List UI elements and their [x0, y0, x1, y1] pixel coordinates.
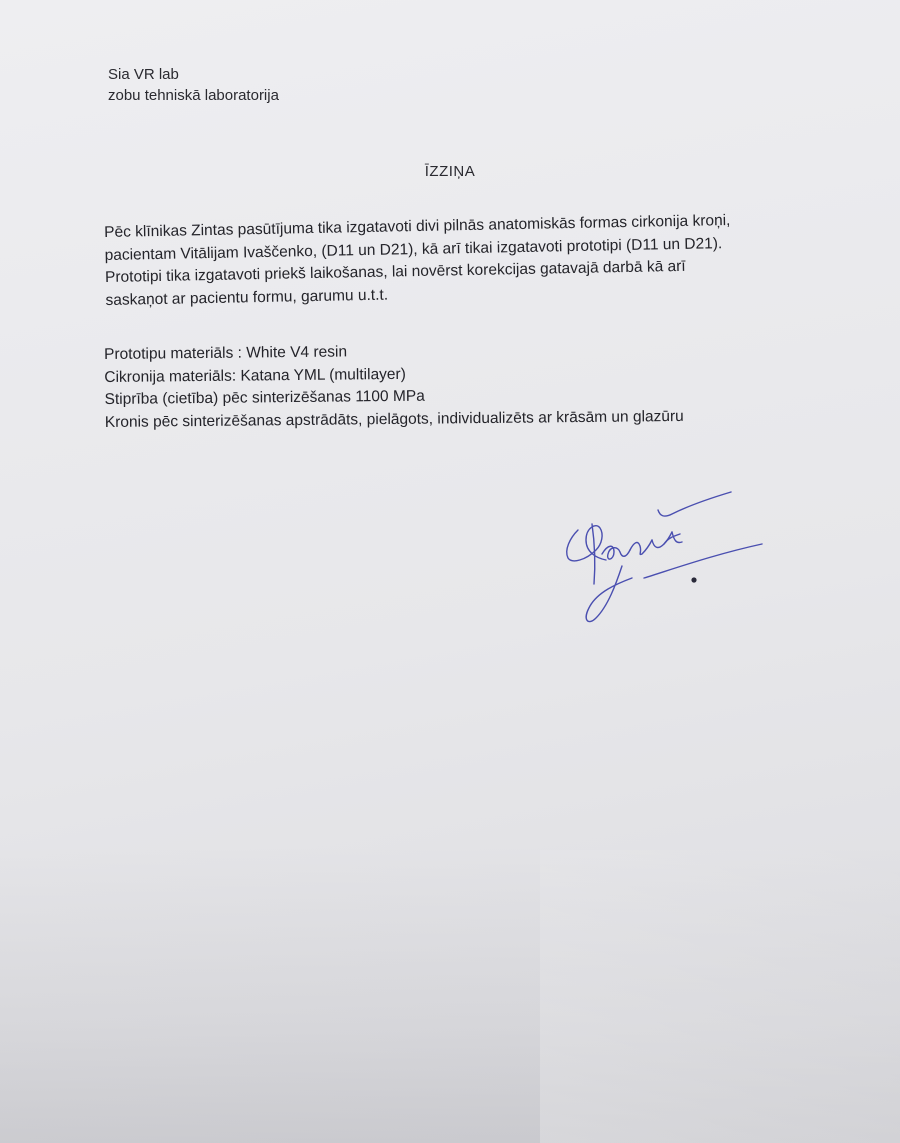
main-paragraph: [104, 209, 806, 312]
document-title: ĪZZIŅA: [424, 163, 476, 180]
paragraph-line: saskaņot ar pacientu formu, garumu u.t.t.: [105, 286, 389, 309]
materials-line: Stiprība (cietība) pēc sinterizēšanas 1100 MPa: [104, 387, 425, 408]
materials-list: [104, 338, 684, 434]
paragraph-line: pacientam Vitālijam Ivaščenko, (D11 un D21), kā arī tikai izgatavoti prototipi (D11 un D21).: [104, 234, 723, 264]
paper-highlight: [540, 850, 900, 1143]
company-subtitle: zobu tehniskā laboratorija: [108, 87, 279, 104]
signature-icon: [556, 488, 776, 628]
paper-shadow: [0, 843, 900, 1143]
letterhead: [108, 64, 279, 106]
company-name: Sia VR lab: [108, 66, 179, 83]
paragraph-line: Prototipi tika izgatavoti priekš laikošanas, lai novērst korekcijas gatavajā darbā kā arī: [104, 257, 686, 286]
materials-line: Kronis pēc sinterizēšanas apstrādāts, pielāgots, individualizēts ar krāsām un glazūru: [104, 407, 684, 431]
paragraph-line: Pēc klīnikas Zintas pasūtījuma tika izgatavoti divi pilnās anatomiskās formas cirkonija kroņi,: [104, 211, 731, 241]
materials-line: Prototipu materiāls : White V4 resin: [104, 343, 348, 363]
materials-line: Cikronija materiāls: Katana YML (multilayer): [104, 365, 406, 386]
